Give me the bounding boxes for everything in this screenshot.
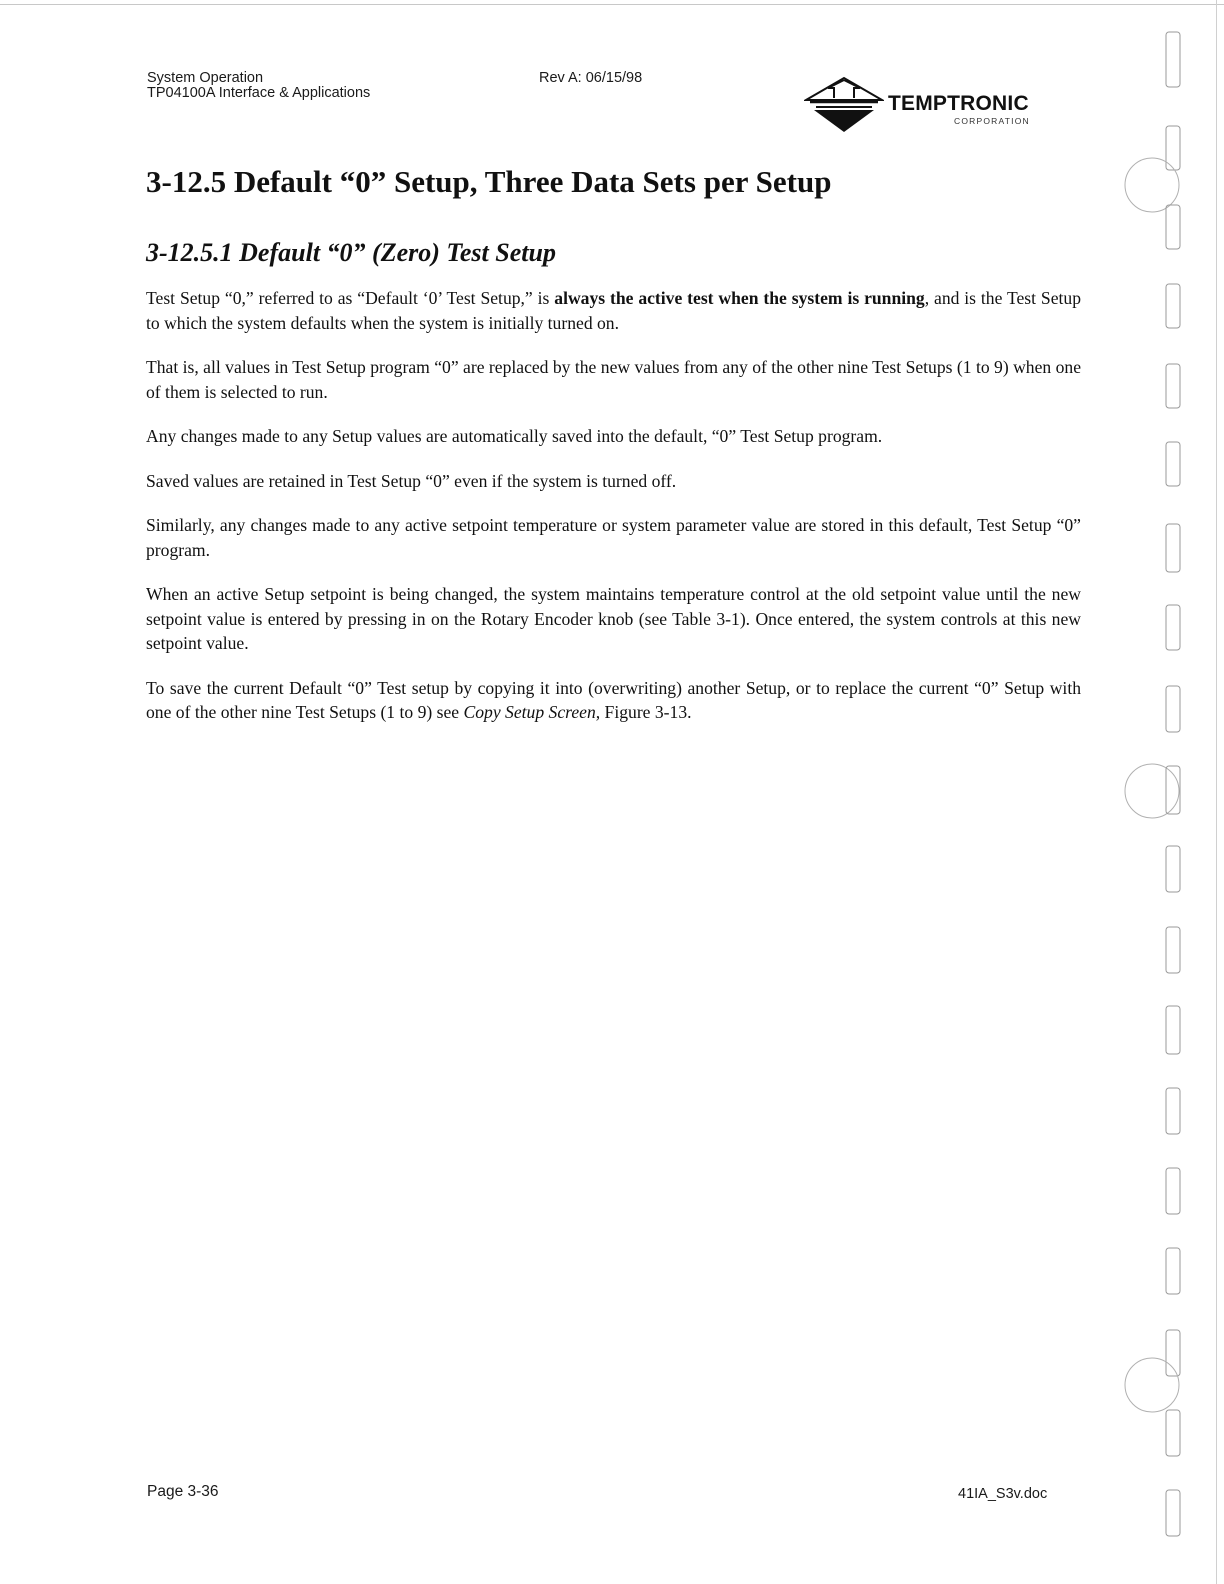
subsection-heading: 3-12.5.1 Default “0” (Zero) Test Setup [146, 238, 556, 267]
header-revision: Rev A: 06/15/98 [539, 70, 643, 86]
paragraph-7-reference: Copy Setup Screen, [463, 702, 601, 722]
header-left [147, 71, 370, 101]
binder-tab-icon [1166, 1006, 1180, 1054]
binder-hole-icon [1125, 764, 1179, 818]
binder-tab-icon [1166, 686, 1180, 732]
binder-hole-icon [1125, 158, 1179, 212]
binder-tab-icon [1166, 524, 1180, 572]
logo-company-name: TEMPTRONIC [888, 92, 1029, 115]
paragraph-7 [146, 676, 1081, 725]
page-top-edge [0, 4, 1224, 5]
binder-tab-icon [1166, 927, 1180, 973]
binder-tab-icon [1166, 284, 1180, 328]
binder-tab-icon [1166, 1088, 1180, 1134]
binder-tab-icon [1166, 1168, 1180, 1214]
paragraph-7-end: Figure 3-13. [600, 702, 692, 722]
binder-tab-icon [1166, 364, 1180, 408]
footer-page-number: Page 3-36 [147, 1483, 219, 1500]
binder-tab-icon [1166, 32, 1180, 87]
paragraph-1-end: , and is the Test Setup to which the system defaults when the system is initially turned on. [146, 288, 1082, 333]
logo-corporation-label: CORPORATION [954, 116, 1030, 126]
paragraph-1-emphasis: always the active test when the system is running [554, 288, 925, 308]
body-text [146, 286, 1081, 745]
paragraph-3: Any changes made to any Setup values are automatically saved into the default, “0” Test Setup program. [146, 426, 883, 446]
temptronic-diamond-logo-icon [804, 76, 884, 134]
paragraph-6: When an active Setup setpoint is being changed, the system maintains temperature control at the old setpoint value until the new setpoint value is entered by pressing in on the Rotary Encoder knob (see Table 3-1). Once entered, the system controls at this new setpoint value. [146, 584, 1081, 653]
paragraph-1-start: Test Setup “0,” referred to as “Default ‘0’ Test Setup,” is [146, 288, 555, 308]
paragraph-7-start: To save the current Default “0” Test setup by copying it into (overwriting) another Setup, or to replace the current “0” Setup with one of the other nine Test Setups (1 to 9) see [146, 677, 1081, 722]
binder-tab-icon [1166, 1410, 1180, 1456]
company-logo [804, 76, 1054, 134]
section-heading: 3-12.5 Default “0” Setup, Three Data Sets per Setup [146, 164, 832, 199]
header-document-name: TP04100A Interface & Applications [147, 85, 371, 101]
paragraph-5: Similarly, any changes made to any active setpoint temperature or system parameter value are stored in this default, Test Setup “0” program. [146, 515, 1081, 560]
binder-tab-icon [1166, 1330, 1180, 1376]
binder-tab-icon [1166, 1248, 1180, 1294]
binder-tab-icon [1166, 605, 1180, 650]
paragraph-1 [146, 286, 1081, 335]
binder-tab-icon [1166, 205, 1180, 249]
binder-margin [1110, 0, 1210, 1584]
paragraph-4: Saved values are retained in Test Setup “0” even if the system is turned off. [146, 470, 677, 491]
binder-tab-icon [1166, 1490, 1180, 1536]
page-right-edge [1216, 0, 1217, 1584]
binder-tab-icon [1166, 766, 1180, 814]
binder-tab-icon [1166, 846, 1180, 892]
binder-hole-icon [1125, 1358, 1179, 1412]
binder-tab-icon [1166, 442, 1180, 486]
footer-file-name: 41IA_S3v.doc [958, 1486, 1048, 1502]
paragraph-2: That is, all values in Test Setup program “0” are replaced by the new values from any of the other nine Test Setups (1 to 9) when one of them is selected to run. [146, 357, 1081, 402]
header-section-name: System Operation [147, 70, 264, 86]
